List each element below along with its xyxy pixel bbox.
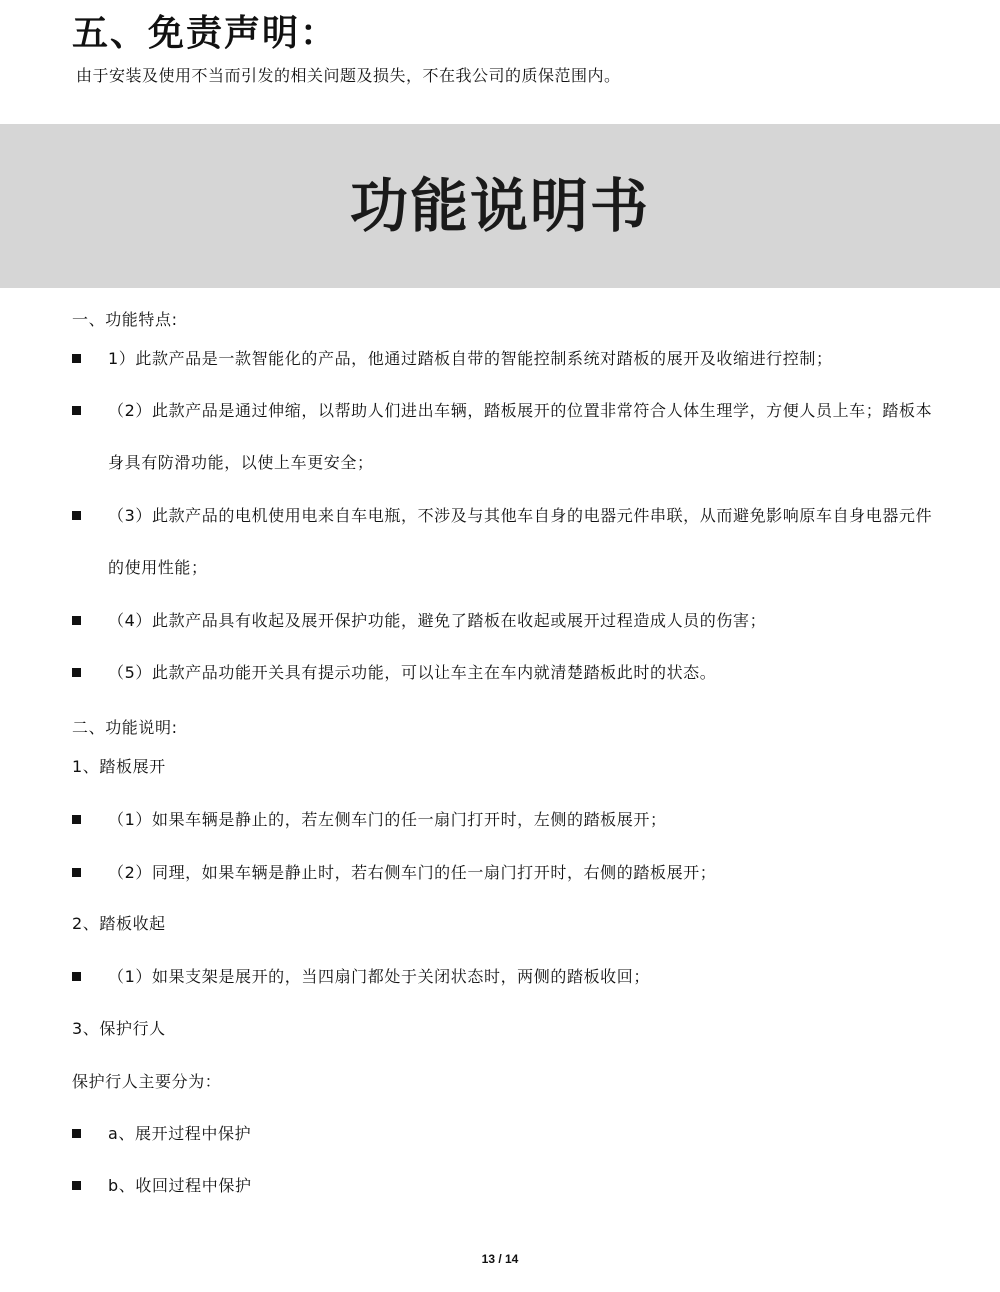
list-item-text: （2）此款产品是通过伸缩，以帮助人们进出车辆，踏板展开的位置非常符合人体生理学，方便人员上车；踏板本身具有防滑功能，以使上车更安全； [108, 401, 933, 472]
list-item-text: （4）此款产品具有收起及展开保护功能，避免了踏板在收起或展开过程造成人员的伤害； [108, 611, 767, 630]
protect-intro: 保护行人主要分为： [72, 1072, 222, 1091]
square-bullet-icon [72, 815, 81, 824]
square-bullet-icon [72, 868, 81, 877]
square-bullet-icon [72, 1129, 81, 1138]
disclaimer-text: 由于安装及使用不当而引发的相关问题及损失，不在我公司的质保范围内。 [76, 66, 621, 85]
list-item-text: （2）同理，如果车辆是静止时，若右侧车门的任一扇门打开时，右侧的踏板展开； [108, 863, 717, 882]
list-item-text: 1）此款产品是一款智能化的产品，他通过踏板自带的智能控制系统对踏板的展开及收缩进行控制； [108, 349, 833, 368]
square-bullet-icon [72, 1181, 81, 1190]
features-heading: 一、功能特点: [72, 310, 178, 329]
list-item-text: a、展开过程中保护 [108, 1124, 252, 1143]
square-bullet-icon [72, 354, 81, 363]
square-bullet-icon [72, 668, 81, 677]
square-bullet-icon [72, 616, 81, 625]
list-item-text: （1）如果车辆是静止的，若左侧车门的任一扇门打开时，左侧的踏板展开； [108, 810, 667, 829]
page-number: 13 / 14 [481, 1252, 519, 1266]
deploy-heading: 1、踏板展开 [72, 757, 166, 776]
list-item-text: （1）如果支架是展开的，当四扇门都处于关闭状态时，两侧的踏板收回； [108, 967, 650, 986]
list-item-text: b、收回过程中保护 [108, 1176, 252, 1195]
description-heading: 二、功能说明: [72, 718, 178, 737]
square-bullet-icon [72, 406, 81, 415]
list-item-text: （5）此款产品功能开关具有提示功能，可以让车主在车内就清楚踏板此时的状态。 [108, 663, 717, 682]
protect-heading: 3、保护行人 [72, 1019, 166, 1038]
disclaimer-title: 五、免责声明： [72, 13, 339, 54]
list-item-text: （3）此款产品的电机使用电来自车电瓶，不涉及与其他车自身的电器元件串联，从而避免影响原车自身电器元件的使用性能； [108, 506, 933, 577]
retract-heading: 2、踏板收起 [72, 914, 166, 933]
square-bullet-icon [72, 511, 81, 520]
document-title: 功能说明书 [349, 172, 650, 240]
square-bullet-icon [72, 972, 81, 981]
